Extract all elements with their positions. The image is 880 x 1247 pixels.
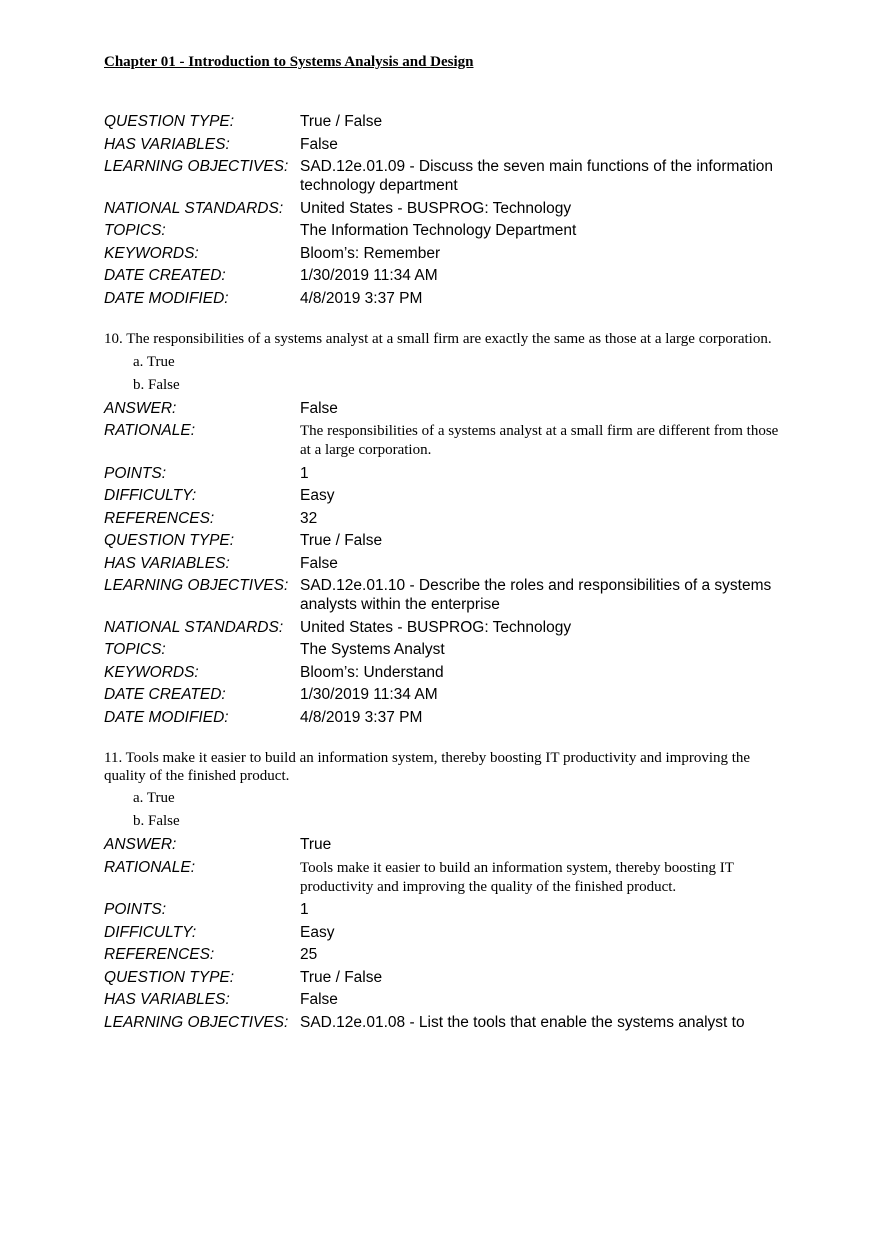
label-question-type: QUESTION TYPE: (104, 532, 235, 549)
q11-learning-objectives: SAD.12e.01.08 - List the tools that enable the systems analyst to (300, 1013, 745, 1031)
q10-question-type: True / False (300, 532, 383, 549)
q10-date-created: 1/30/2019 11:34 AM (300, 686, 438, 703)
label-learning-objectives: LEARNING OBJECTIVES: (104, 158, 289, 175)
label-rationale: RATIONALE: (104, 422, 196, 439)
label-topics: TOPICS: (104, 641, 166, 658)
q9-learning-objectives: SAD.12e.01.09 - Discuss the seven main functions of the information technology department (300, 158, 773, 194)
label-has-variables: HAS VARIABLES: (104, 554, 230, 572)
question-10-text: 10. The responsibilities of a systems analyst at a small firm are exactly the same as those at a large corporation. (104, 331, 772, 347)
q9-has-variables: False (300, 135, 338, 153)
label-date-modified: DATE MODIFIED: (104, 289, 229, 307)
label-points: POINTS: (104, 901, 167, 918)
q11-references: 25 (300, 946, 318, 963)
label-answer: ANSWER: (104, 836, 177, 853)
chapter-title: Chapter 01 - Introduction to Systems Analysis and Design (104, 54, 474, 70)
q10-topics: The Systems Analyst (300, 641, 445, 658)
label-question-type: QUESTION TYPE: (104, 968, 235, 986)
q9-keywords: Bloom’s: Remember (300, 244, 441, 262)
label-difficulty: DIFFICULTY: (104, 487, 197, 504)
label-date-created: DATE CREATED: (104, 267, 226, 284)
q11-difficulty: Easy (300, 923, 335, 941)
q11-has-variables: False (300, 991, 338, 1008)
q9-date-modified: 4/8/2019 3:37 PM (300, 289, 423, 307)
label-references: REFERENCES: (104, 946, 215, 963)
q10-metadata (104, 397, 784, 729)
q10-learning-objectives: SAD.12e.01.10 - Describe the roles and responsibilities of a systems analysts within the enterprise (300, 577, 772, 613)
q11-points: 1 (300, 901, 309, 918)
q9-question-type: True / False (300, 113, 383, 130)
q10-national-standards: United States - BUSPROG: Technology (300, 618, 572, 636)
q9-date-created: 1/30/2019 11:34 AM (300, 267, 438, 284)
q9-national-standards: United States - BUSPROG: Technology (300, 199, 572, 217)
q10-references: 32 (300, 509, 318, 527)
question-11-text: 11. Tools make it easier to build an information system, thereby boosting IT productivity and improving the quality of the finished product. (104, 750, 751, 784)
q11-question-type: True / False (300, 968, 383, 986)
q10-answer: False (300, 399, 338, 417)
q9-metadata (104, 110, 784, 309)
q11-choice-b: b. False (133, 813, 180, 829)
label-keywords: KEYWORDS: (104, 244, 199, 262)
label-keywords: KEYWORDS: (104, 663, 199, 681)
q10-choice-b: b. False (133, 376, 180, 393)
label-national-standards: NATIONAL STANDARDS: (104, 618, 284, 636)
document-page (104, 52, 784, 1033)
q11-answer: True (300, 836, 332, 853)
label-national-standards: NATIONAL STANDARDS: (104, 199, 284, 217)
label-has-variables: HAS VARIABLES: (104, 135, 230, 153)
q10-has-variables: False (300, 554, 338, 572)
label-date-created: DATE CREATED: (104, 686, 226, 703)
q11-rationale: Tools make it easier to build an information system, thereby boosting IT productivity and improving the quality of the finished product. (300, 859, 734, 895)
q10-rationale: The responsibilities of a systems analyst at a small firm are different from those at a large corporation. (300, 423, 779, 458)
label-points: POINTS: (104, 464, 167, 482)
label-rationale: RATIONALE: (104, 858, 196, 876)
label-learning-objectives: LEARNING OBJECTIVES: (104, 577, 289, 594)
q11-metadata (104, 833, 784, 1033)
q10-difficulty: Easy (300, 487, 335, 504)
q10-keywords: Bloom’s: Understand (300, 663, 444, 681)
q10-choice-a: a. True (133, 353, 175, 370)
label-difficulty: DIFFICULTY: (104, 923, 197, 941)
label-learning-objectives: LEARNING OBJECTIVES: (104, 1013, 289, 1031)
label-topics: TOPICS: (104, 222, 166, 239)
label-references: REFERENCES: (104, 509, 215, 527)
q10-date-modified: 4/8/2019 3:37 PM (300, 708, 423, 726)
q11-choice-a: a. True (133, 790, 175, 806)
label-question-type: QUESTION TYPE: (104, 113, 235, 130)
label-date-modified: DATE MODIFIED: (104, 708, 229, 726)
q9-topics: The Information Technology Department (300, 222, 577, 239)
label-has-variables: HAS VARIABLES: (104, 991, 230, 1008)
label-answer: ANSWER: (104, 399, 177, 417)
q10-points: 1 (300, 464, 309, 482)
